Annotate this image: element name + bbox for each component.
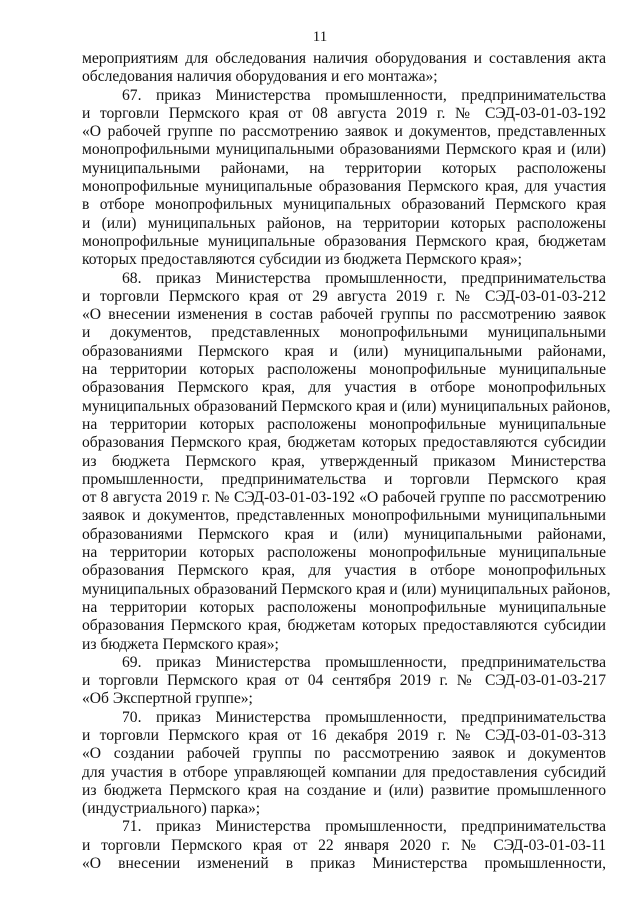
- paragraph-p70: [82, 709, 606, 819]
- text-line: 70. приказ Министерства промышленности, предпринимательства: [122, 708, 606, 726]
- text-line: образованиями Пермского края и (или) муниципальными районами,: [82, 342, 606, 360]
- text-line: монопрофильными муниципальными образованиями Пермского края и (или): [82, 141, 606, 159]
- text-line: образования Пермского края, для участия в отборе монопрофильных: [82, 379, 606, 397]
- text-line: на территории которых расположены монопрофильные муниципальные: [82, 415, 606, 433]
- text-line: «О внесении изменения в состав рабочей группы по рассмотрению заявок: [82, 306, 606, 324]
- text-line: 67. приказ Министерства промышленности, предпринимательства: [122, 86, 606, 104]
- text-line: и документов, представленных монопрофильными муниципальными: [82, 324, 606, 342]
- text-line: монопрофильные муниципальные образования Пермского края, бюджетам: [82, 232, 606, 250]
- text-line: на территории которых расположены монопрофильные муниципальные: [82, 361, 606, 379]
- paragraph-p67: [82, 87, 606, 270]
- paragraph-p71: [82, 818, 606, 873]
- text-line: и торговли Пермского края от 16 декабря 2019 г. № СЭД-03-01-03-313: [82, 726, 606, 744]
- document-body: [82, 50, 611, 873]
- text-line: муниципальными районами, на территории которых расположены: [82, 159, 606, 177]
- text-line: образования Пермского края, для участия в отборе монопрофильных: [82, 562, 606, 580]
- text-line: 71. приказ Министерства промышленности, предпринимательства: [122, 818, 606, 836]
- text-line: «Об Экспертной группе»;: [82, 690, 253, 708]
- text-line: и торговли Пермского края от 08 августа 2019 г. № СЭД-03-01-03-192: [82, 104, 606, 122]
- text-line: «О рабочей группе по рассмотрению заявок и документов, представленных: [82, 123, 606, 141]
- text-line: из бюджета Пермского края»;: [82, 635, 279, 653]
- text-line: 69. приказ Министерства промышленности, предпринимательства: [122, 653, 606, 671]
- text-line: мероприятиям для обследования наличия оборудования и составления акта: [82, 50, 606, 67]
- text-line: муниципальных образований Пермского края и (или) муниципальных районов,: [82, 580, 611, 598]
- text-line: «О создании рабочей группы по рассмотрению заявок и документов: [82, 745, 606, 763]
- text-line: монопрофильные муниципальные образования Пермского края, для участия: [82, 178, 606, 196]
- paragraph-p69: [82, 654, 606, 709]
- text-line: «О внесении изменений в приказ Министерства промышленности,: [82, 855, 606, 873]
- text-line: и торговли Пермского края от 22 января 2020 г. № СЭД-03-01-03-11: [82, 836, 606, 854]
- text-line: и (или) муниципальных районов, на территории которых расположены: [82, 214, 606, 232]
- text-line: для участия в отборе управляющей компании для предоставления субсидий: [82, 763, 606, 781]
- text-line: в отборе монопрофильных муниципальных образований Пермского края: [82, 196, 606, 214]
- text-line: образованиями Пермского края и (или) муниципальными районами,: [82, 525, 606, 543]
- text-line: из бюджета Пермского края, утвержденный приказом Министерства: [82, 452, 606, 470]
- text-line: образования Пермского края, бюджетам которых предоставляются субсидии: [82, 617, 606, 635]
- text-line: и торговли Пермского края от 29 августа 2019 г. № СЭД-03-01-03-212: [82, 287, 606, 305]
- text-line: из бюджета Пермского края на создание и (или) развитие промышленного: [82, 781, 606, 799]
- paragraph-cont: [82, 50, 606, 87]
- text-line: на территории которых расположены монопрофильные муниципальные: [82, 544, 606, 562]
- page-number: 11: [312, 29, 328, 45]
- text-line: обследования наличия оборудования и его монтажа»;: [82, 68, 438, 86]
- text-line: 68. приказ Министерства промышленности, предпринимательства: [122, 269, 606, 287]
- text-line: на территории которых расположены монопрофильные муниципальные: [82, 598, 606, 616]
- text-line: которых предоставляются субсидии из бюджета Пермского края»;: [82, 251, 523, 269]
- text-line: от 8 августа 2019 г. № СЭД-03-01-03-192 «О рабочей группе по рассмотрению: [82, 489, 606, 507]
- paragraph-p68: [82, 269, 611, 654]
- text-line: муниципальных образований Пермского края и (или) муниципальных районов,: [82, 397, 611, 415]
- text-line: заявок и документов, представленных монопрофильными муниципальными: [82, 507, 606, 525]
- text-line: и торговли Пермского края от 04 сентября 2019 г. № СЭД-03-01-03-217: [82, 672, 606, 690]
- text-line: образования Пермского края, бюджетам которых предоставляются субсидии: [82, 434, 606, 452]
- text-line: (индустриального) парка»;: [82, 800, 261, 818]
- text-line: промышленности, предпринимательства и торговли Пермского края: [82, 470, 606, 488]
